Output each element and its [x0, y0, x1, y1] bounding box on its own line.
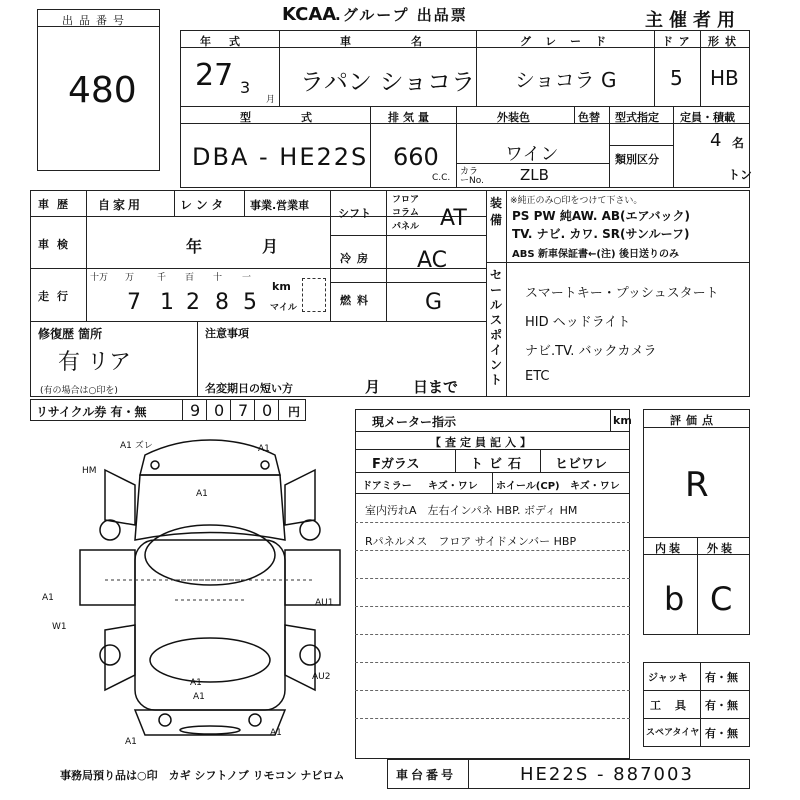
lot-number-value: 480: [68, 70, 137, 111]
fuel-value: G: [425, 290, 443, 315]
repair-label: 修復歴 箇所: [38, 327, 103, 341]
mark-left-side: A1: [42, 593, 54, 603]
yen-unit: 円: [288, 405, 301, 419]
grade-value: ショコラ G: [515, 68, 617, 92]
exterior-label: 外装: [707, 542, 735, 555]
sales-point-2: HID ヘッドライト: [525, 315, 631, 330]
rename-month: 月: [365, 378, 381, 396]
km-unit: km: [272, 280, 291, 293]
chassis-value: HE22S - 887003: [520, 764, 694, 785]
brand-logo: KCAA: [282, 4, 337, 25]
crack-label: ヒビワレ: [555, 457, 608, 472]
ton-unit: トン: [728, 168, 753, 182]
glass-label: Fガラス: [372, 457, 420, 472]
digit-label-3: 百: [185, 273, 195, 283]
color-label: 外装色: [497, 111, 530, 124]
chip-label: トビ石: [470, 457, 528, 472]
wheel-label: ホイール(CP): [496, 481, 560, 492]
mark-w1: W1: [52, 622, 67, 632]
history-label: 車歴: [38, 198, 76, 211]
mark-rear-1: A1: [190, 678, 202, 688]
rating-value: R: [685, 465, 709, 505]
month-unit: 月: [266, 95, 276, 105]
sales-points-label: セールスポイント: [490, 268, 503, 387]
mileage-digit-5: 5: [243, 290, 257, 315]
digit-label-0: 十万: [90, 273, 109, 283]
mark-rear-left: A1: [125, 737, 137, 747]
mile-unit: マイル: [270, 303, 297, 313]
spare-label: スペアタイヤ: [646, 728, 700, 738]
ac-value: AC: [417, 248, 448, 273]
equipment-row-3: ABS 新車保証書←(注) 後日送りのみ: [512, 249, 680, 260]
car-damage-diagram: [75, 430, 345, 760]
year-value: 27: [195, 58, 234, 93]
spare-yes-no: 有・無: [705, 727, 738, 740]
mileage-digit-3: 2: [186, 290, 200, 315]
shift-option-floor: フロア: [392, 195, 420, 205]
person-unit: 名: [732, 136, 745, 150]
shift-option-panel: パネル: [392, 222, 420, 232]
rename-label: 名変期日の短い方: [205, 382, 293, 395]
interior-label: 内装: [655, 542, 683, 555]
inspector-line-1: 室内汚れA 左右インパネ HBP. ボディ HM: [365, 504, 578, 517]
exterior-value: C: [710, 580, 733, 618]
inspection-month: 月: [262, 237, 279, 256]
model-label: 型式: [240, 111, 362, 124]
history-private: 自家用: [98, 198, 144, 212]
color-no-value: ZLB: [520, 166, 549, 184]
mark-rear-right: A1: [270, 728, 282, 738]
equipment-row-2: TV. ナビ. カワ. SR(サンルーフ): [512, 227, 690, 241]
tool-yes-no: 有・無: [705, 699, 738, 712]
digit-label-4: 十: [213, 273, 223, 283]
class-label: 類別区分: [615, 153, 659, 166]
mirror-note: キズ・ワレ: [428, 481, 478, 492]
inspection-year: 年: [186, 237, 203, 256]
mileage-digit-2: 1: [160, 290, 174, 315]
doors-label: ドア: [662, 35, 696, 48]
name-label: 車名: [340, 35, 482, 48]
tool-label: 工具: [650, 699, 700, 712]
fuel-label: 燃料: [340, 294, 374, 307]
displacement-value: 660: [393, 143, 439, 171]
recycle-digit-1: 9: [190, 401, 201, 420]
car-name-value: ラパン ショコラ: [300, 68, 476, 96]
color-change-label: 色替: [578, 111, 600, 124]
recycle-digit-2: 0: [214, 401, 225, 420]
mile-checkbox[interactable]: [302, 278, 326, 312]
chassis-label: 車台番号: [396, 768, 457, 782]
repair-note: (有の場合は○印を): [40, 386, 118, 396]
digit-label-1: 万: [125, 273, 135, 283]
recycle-digit-3: 7: [238, 401, 249, 420]
jack-label: ジャッキ: [648, 673, 688, 684]
sales-point-3: ナビ.TV. バックカメラ: [525, 344, 657, 359]
mileage-digit-4: 8: [215, 290, 229, 315]
shift-value: AT: [440, 206, 467, 231]
lot-number-label: 出品番号: [62, 14, 130, 27]
type-cert-label: 型式指定: [615, 111, 659, 124]
history-rental: レンタ: [180, 198, 228, 212]
model-value: DBA - HE22S: [192, 143, 369, 171]
host-label: 主催者用: [645, 10, 741, 31]
wheel-note: キズ・ワレ: [570, 481, 620, 492]
jack-yes-no: 有・無: [705, 671, 738, 684]
office-note: 事務局預り品は○印 カギ シフトノブ リモコン ナビロム: [60, 769, 345, 782]
equipment-label: 装備: [490, 196, 503, 227]
inspector-line-2: Rパネルメス フロア サイドメンバー HBP: [365, 535, 577, 548]
inspection-label: 車検: [38, 238, 76, 251]
equipment-note: ※純正のみ○印をつけて下さい。: [510, 196, 643, 206]
sales-point-1: スマートキー・プッシュスタート: [525, 286, 719, 301]
repair-value: 有 リア: [58, 350, 131, 375]
mark-hm: HM: [82, 466, 97, 476]
shape-value: HB: [710, 66, 739, 90]
mark-front-shift: A1 ズレ: [120, 441, 153, 451]
doors-value: 5: [670, 66, 683, 90]
meter-km-unit: km: [613, 414, 632, 427]
shift-label: シフト: [338, 207, 371, 220]
mileage-digit-1: 7: [127, 290, 141, 315]
mirror-label: ドアミラー: [362, 481, 412, 492]
meter-label: 現メーター指示: [372, 415, 457, 429]
history-business: 事業.営業車: [250, 199, 310, 212]
ac-label: 冷房: [340, 252, 374, 265]
color-no-label: カラーNo.: [460, 167, 484, 186]
mark-right-rear: AU2: [312, 672, 331, 682]
cc-unit: C.C.: [432, 173, 451, 183]
notes-label: 注意事項: [205, 327, 249, 340]
mark-right-side: AU1: [315, 598, 334, 608]
digit-label-5: 一: [242, 273, 252, 283]
mark-rear-2: A1: [193, 692, 205, 702]
sales-point-4: ETC: [525, 369, 550, 384]
inspector-title: 【査定員記入】: [430, 436, 535, 449]
year-month-value: 3: [240, 78, 251, 97]
shape-label: 形状: [708, 35, 742, 48]
mark-hood: A1: [196, 489, 208, 499]
capacity-label: 定員・積載: [680, 111, 735, 124]
shift-option-column: コラム: [392, 208, 419, 218]
rating-label: 評価点: [670, 414, 718, 427]
displacement-label: 排気量: [388, 111, 433, 124]
mark-front-right: A1: [258, 444, 270, 454]
grade-label: グレード: [520, 35, 620, 48]
year-label: 年式: [200, 35, 258, 48]
capacity-value: 4: [710, 130, 722, 151]
recycle-label: リサイクル券 有・無: [36, 405, 147, 419]
digit-label-2: 千: [157, 273, 167, 283]
equipment-row-1: PS PW 純AW. AB(エアバック): [512, 209, 691, 223]
form-title: .グループ 出品票: [335, 6, 468, 24]
rename-day: 日まで: [413, 378, 459, 396]
interior-value: b: [664, 580, 685, 618]
mileage-label: 走行: [38, 290, 76, 303]
recycle-digit-4: 0: [262, 401, 273, 420]
color-value: ワイン: [505, 144, 559, 165]
